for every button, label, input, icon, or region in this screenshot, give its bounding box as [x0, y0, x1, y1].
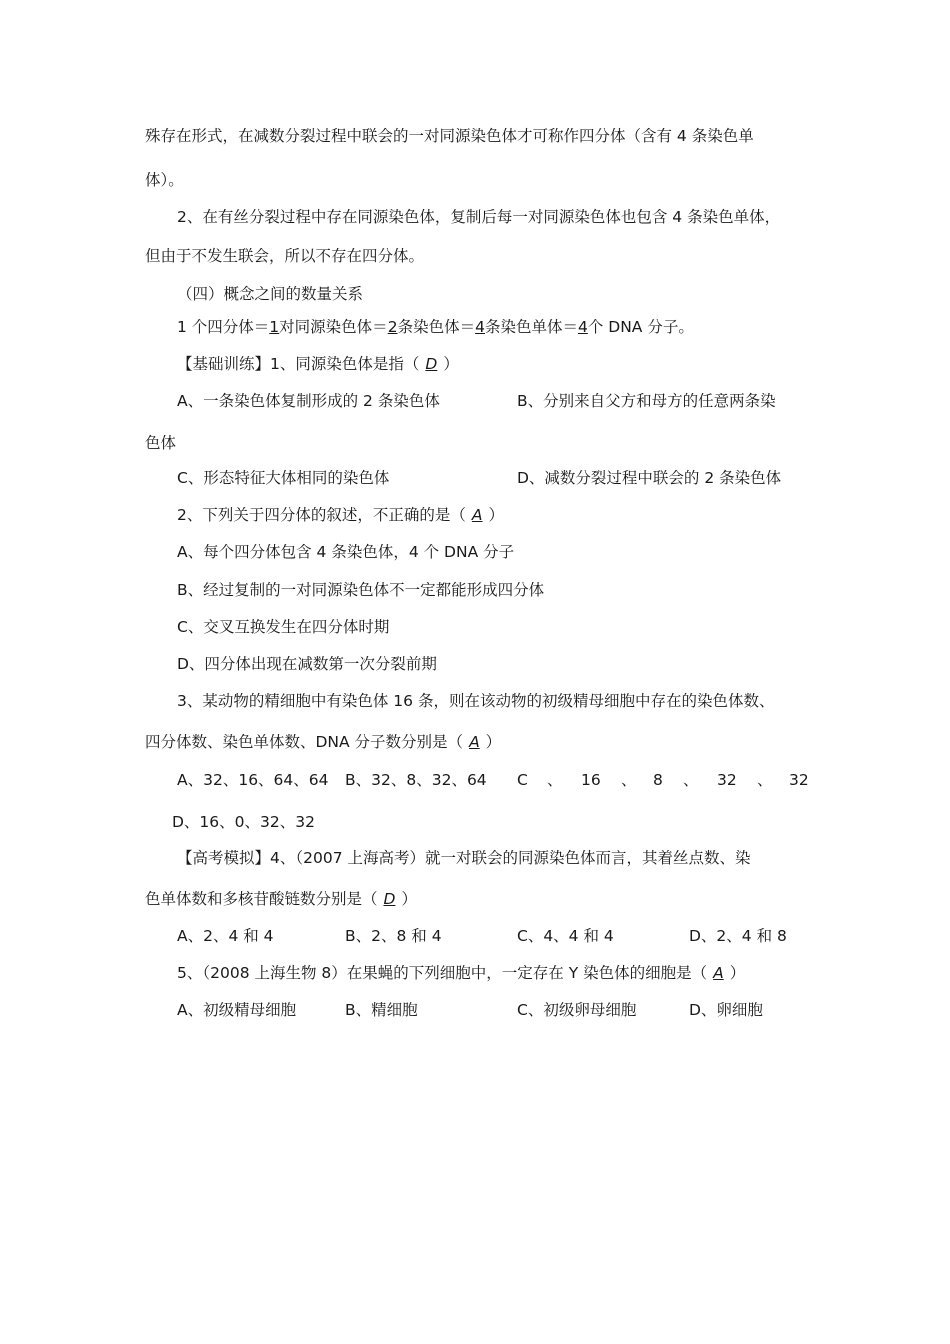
option-c: C、交叉互换发生在四分体时期	[177, 618, 390, 636]
option-a: A、32、16、64、64	[177, 771, 329, 789]
document-page: 殊存在形式，在减数分裂过程中联会的一对同源染色体才可称作四分体（含有 4 条染色单 体）。 2、在有丝分裂过程中存在同源染色体，复制后每一对同源染色体也包含 4 条染色单体， 但由于不发生联会，所以不存在四分体。 （四）概念之间的数量关系 1 个四分体＝1对同源染色体＝2条染色体＝4条染色单体＝4个 DNA 分子。 【基础训练】1、同源染色体是指（ D ） A、一条染色体复制形成的 2 条染色体 B、分别来自父方和母方的任意两条染 色体 C、形态特征大体相同的染色体 D、减数分裂过程中联会的 2 条染色体 2、下列关于四分体的叙述，不正确的是（ A ） A、每个四分体包含 4 条染色体，4 个 DNA 分子 B、经过复制的一对同源染色体不一定都能形成四分体 C、交叉互换发生在四分体时期 D、四分体出现在减数第一次分裂前期 3、某动物的精细胞中有染色体 16 条，则在该动物的初级精母细胞中存在的染色体数、 四分体数、染色单体数、DNA 分子数分别是（ A ） A、32、16、64、64 B、32、8、32、64 C 、 16 、 8 、 32 、 32 D、16、0、32、32 【高考模拟】4、（2007 上海高考）就一对联会的同源染色体而言，其着丝点数、染 色单体数和多核苷酸链数分别是（ D ） A、2、4 和 4 B、2、8 和 4 C、4、4 和 4 D、2、4 和 8 5、（2008 上海生物 8）在果蝇的下列细胞中，一定存在 Y 染色体的细胞是（ A ） A、初级精母细胞 B、精细胞 C、初级卵母细胞 D、卵细胞	[145, 127, 809, 1019]
paragraph-line: 但由于不发生联会，所以不存在四分体。	[145, 247, 425, 265]
answer-blank: A	[471, 506, 483, 524]
question-4-stem-continued: 色单体数和多核苷酸链数分别是（ D ）	[145, 890, 417, 908]
blank-answer: 4	[475, 318, 485, 336]
option-a: A、2、4 和 4	[177, 927, 274, 945]
blank-answer: 1	[269, 318, 280, 336]
question-4-stem: 【高考模拟】4、（2007 上海高考）就一对联会的同源染色体而言，其着丝点数、染	[177, 849, 751, 867]
answer-blank: D	[383, 890, 396, 908]
option-b-continued: 色体	[145, 434, 177, 452]
option-d: D、四分体出现在减数第一次分裂前期	[177, 655, 437, 673]
paragraph-line: 体）。	[145, 171, 184, 189]
question-5-stem: 5、（2008 上海生物 8）在果蝇的下列细胞中，一定存在 Y 染色体的细胞是（ A ）	[177, 964, 746, 982]
option-c: C、初级卵母细胞	[517, 1001, 637, 1019]
option-b: B、32、8、32、64	[345, 771, 487, 789]
blank-answer: 2	[387, 318, 398, 336]
option-d: D、16、0、32、32	[172, 813, 315, 831]
quantity-relation: 1 个四分体＝1对同源染色体＝2条染色体＝4条染色单体＝4个 DNA 分子。	[177, 318, 694, 336]
question-2-stem: 2、下列关于四分体的叙述，不正确的是（ A ）	[177, 506, 504, 524]
option-b: B、分别来自父方和母方的任意两条染	[517, 392, 776, 410]
option-c: C、4、4 和 4	[517, 927, 614, 945]
option-d: D、卵细胞	[689, 1001, 763, 1019]
question-3-stem-continued: 四分体数、染色单体数、DNA 分子数分别是（ A ）	[145, 733, 502, 751]
option-a: A、一条染色体复制形成的 2 条染色体	[177, 392, 440, 410]
option-b: B、经过复制的一对同源染色体不一定都能形成四分体	[177, 581, 545, 599]
answer-blank: A	[713, 964, 724, 982]
option-a: A、每个四分体包含 4 条染色体，4 个 DNA 分子	[177, 543, 515, 561]
question-1-stem: 【基础训练】1、同源染色体是指（ D ）	[177, 355, 459, 373]
option-b: B、2、8 和 4	[345, 927, 442, 945]
option-d: D、2、4 和 8	[689, 927, 787, 945]
option-b: B、精细胞	[345, 1001, 418, 1019]
option-a: A、初级精母细胞	[177, 1001, 297, 1019]
paragraph-line: 殊存在形式，在减数分裂过程中联会的一对同源染色体才可称作四分体（含有 4 条染色单	[145, 127, 754, 145]
paragraph-line: 2、在有丝分裂过程中存在同源染色体，复制后每一对同源染色体也包含 4 条染色单体，	[177, 208, 781, 226]
answer-blank: A	[469, 733, 480, 751]
section-heading: （四）概念之间的数量关系	[177, 285, 364, 303]
answer-blank: D	[425, 355, 438, 373]
option-c: C、形态特征大体相同的染色体	[177, 469, 390, 487]
blank-answer: 4	[577, 318, 588, 336]
option-d: D、减数分裂过程中联会的 2 条染色体	[517, 469, 782, 487]
question-3-stem: 3、某动物的精细胞中有染色体 16 条，则在该动物的初级精母细胞中存在的染色体数、	[177, 692, 775, 710]
